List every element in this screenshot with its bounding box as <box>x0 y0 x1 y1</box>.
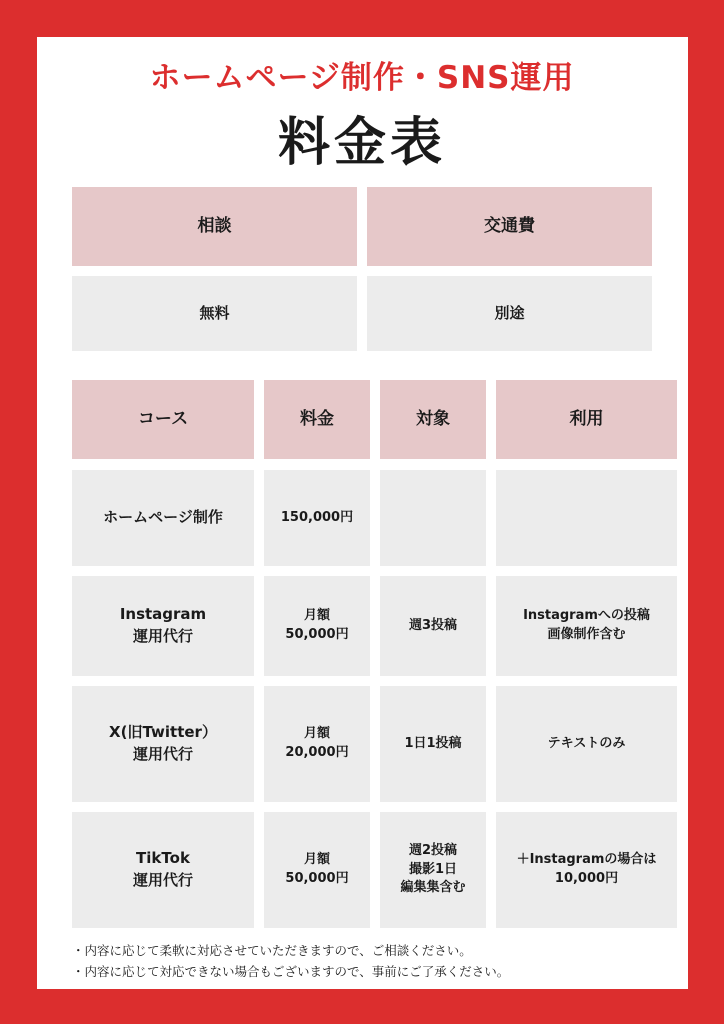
table-row-target: 週2投稿 撮影1日 編集集含む <box>380 812 486 928</box>
table-row-course: ホームページ制作 <box>72 470 254 566</box>
table-row-price: 150,000円 <box>264 470 370 566</box>
consultation-value: 無料 <box>72 276 357 351</box>
price-header: 料金 <box>264 380 370 459</box>
course-header: コース <box>72 380 254 459</box>
table-row-usage <box>496 470 677 566</box>
table-row-course: X(旧Twitter） 運用代行 <box>72 686 254 802</box>
notes <box>72 940 509 982</box>
table-row-target: 週3投稿 <box>380 576 486 676</box>
transport-value: 別途 <box>367 276 652 351</box>
table-row-course: TikTok 運用代行 <box>72 812 254 928</box>
page-title: 料金表 <box>277 113 446 173</box>
table-row-usage: テキストのみ <box>496 686 677 802</box>
table-row-target: 1日1投稿 <box>380 686 486 802</box>
table-row-course: Instagram 運用代行 <box>72 576 254 676</box>
table-row-usage: Instagramへの投稿 画像制作含む <box>496 576 677 676</box>
table-row-usage: ＋Instagramの場合は 10,000円 <box>496 812 677 928</box>
table-row-price: 月額 50,000円 <box>264 812 370 928</box>
page-subtitle: ホームページ制作・SNS運用 <box>149 60 575 96</box>
table-row-target <box>380 470 486 566</box>
note-line: ・内容に応じて対応できない場合もございますので、事前にご了承ください。 <box>72 964 510 979</box>
transport-header: 交通費 <box>367 187 652 266</box>
consultation-header: 相談 <box>72 187 357 266</box>
target-header: 対象 <box>380 380 486 459</box>
note-line: ・内容に応じて柔軟に対応させていただきますので、ご相談ください。 <box>72 943 472 958</box>
table-row-price: 月額 20,000円 <box>264 686 370 802</box>
usage-header: 利用 <box>496 380 677 459</box>
table-row-price: 月額 50,000円 <box>264 576 370 676</box>
